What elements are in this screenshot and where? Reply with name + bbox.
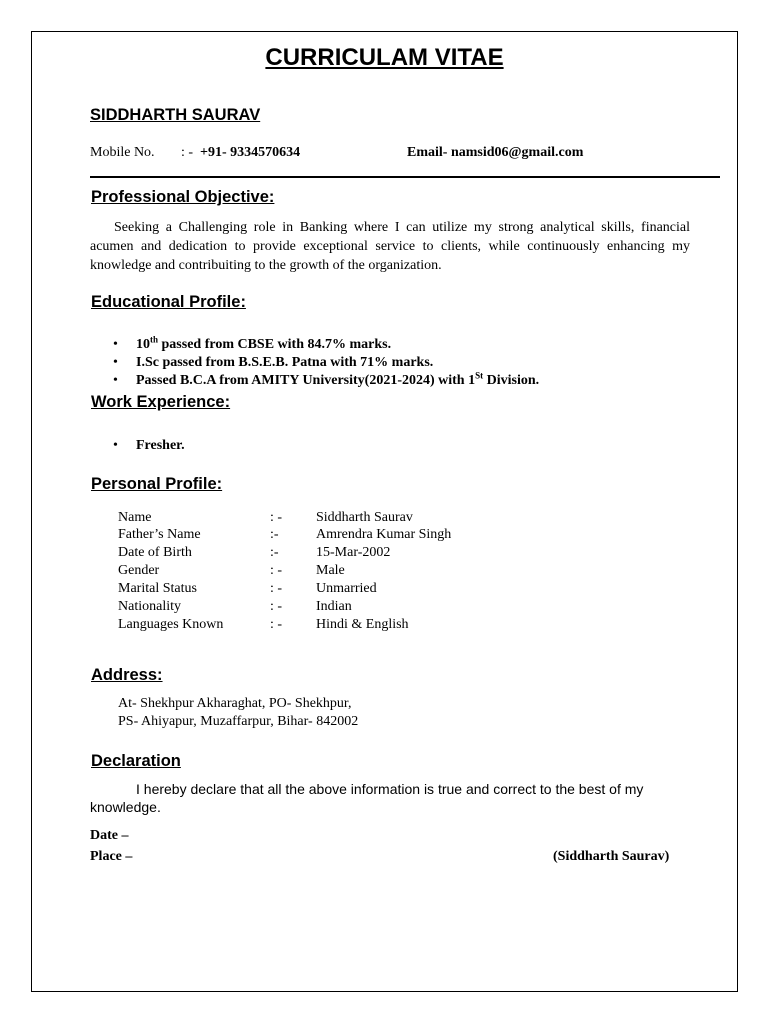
- date-label: Date –: [90, 828, 129, 843]
- personal-separator: : -: [270, 510, 283, 525]
- personal-label: Father’s Name: [118, 527, 201, 542]
- personal-separator: :-: [270, 545, 279, 560]
- document-title: CURRICULAM VITAE: [265, 44, 504, 71]
- education-heading: Educational Profile:: [91, 293, 246, 311]
- mobile-label: Mobile No.: [90, 145, 155, 160]
- personal-value: Male: [316, 563, 345, 578]
- address-line-2: PS- Ahiyapur, Muzaffarpur, Bihar- 842002: [118, 714, 359, 729]
- personal-label: Nationality: [118, 599, 181, 614]
- declaration-text: I hereby declare that all the above information is true and correct to the best of my knowledge.: [90, 781, 644, 815]
- resume-page: [31, 31, 738, 992]
- personal-value: Amrendra Kumar Singh: [316, 527, 452, 542]
- personal-value: Unmarried: [316, 581, 377, 596]
- personal-value: Indian: [316, 599, 352, 614]
- work-list: [90, 437, 185, 455]
- address-heading: Address:: [91, 666, 163, 684]
- personal-value: Hindi & English: [316, 617, 409, 632]
- personal-separator: : -: [270, 563, 283, 578]
- personal-separator: : -: [270, 617, 283, 632]
- declaration-heading: Declaration: [91, 752, 181, 770]
- education-item-0: • 10th passed from CBSE with 84.7% marks.: [90, 336, 539, 354]
- address-line-1: At- Shekhpur Akharaghat, PO- Shekhpur,: [118, 696, 352, 711]
- personal-heading: Personal Profile:: [91, 475, 223, 493]
- personal-label: Name: [118, 510, 152, 525]
- education-item-1: • I.Sc passed from B.S.E.B. Patna with 71% marks.: [90, 354, 539, 372]
- work-heading: Work Experience:: [91, 393, 231, 411]
- personal-label: Gender: [118, 563, 160, 578]
- personal-value: Siddharth Saurav: [316, 510, 413, 525]
- personal-label: Date of Birth: [118, 545, 192, 560]
- personal-label: Marital Status: [118, 581, 197, 596]
- work-item-0: • Fresher.: [90, 437, 185, 455]
- personal-separator: : -: [270, 581, 283, 596]
- mobile-separator: : -: [181, 145, 194, 160]
- email-address: Email- namsid06@gmail.com: [407, 145, 584, 160]
- candidate-name: SIDDHARTH SAURAV: [90, 106, 261, 124]
- personal-label: Languages Known: [118, 617, 224, 632]
- signature: (Siddharth Saurav): [553, 849, 670, 864]
- education-list: [90, 336, 539, 390]
- personal-separator: : -: [270, 599, 283, 614]
- education-item-2: • Passed B.C.A from AMITY University(2021-2024) with 1St Division.: [90, 372, 539, 390]
- personal-value: 15-Mar-2002: [316, 545, 391, 560]
- mobile-number: +91- 9334570634: [200, 145, 301, 160]
- place-label: Place –: [90, 849, 133, 864]
- header-divider: [90, 176, 720, 178]
- personal-separator: :-: [270, 527, 279, 542]
- objective-heading: Professional Objective:: [91, 188, 275, 206]
- objective-text: Seeking a Challenging role in Banking where I can utilize my strong analytical skills, financial acumen and dedication to provide exceptional service to clients, while continuously enhancing my knowledge and contribuiting to the growth of the organization.: [90, 220, 690, 273]
